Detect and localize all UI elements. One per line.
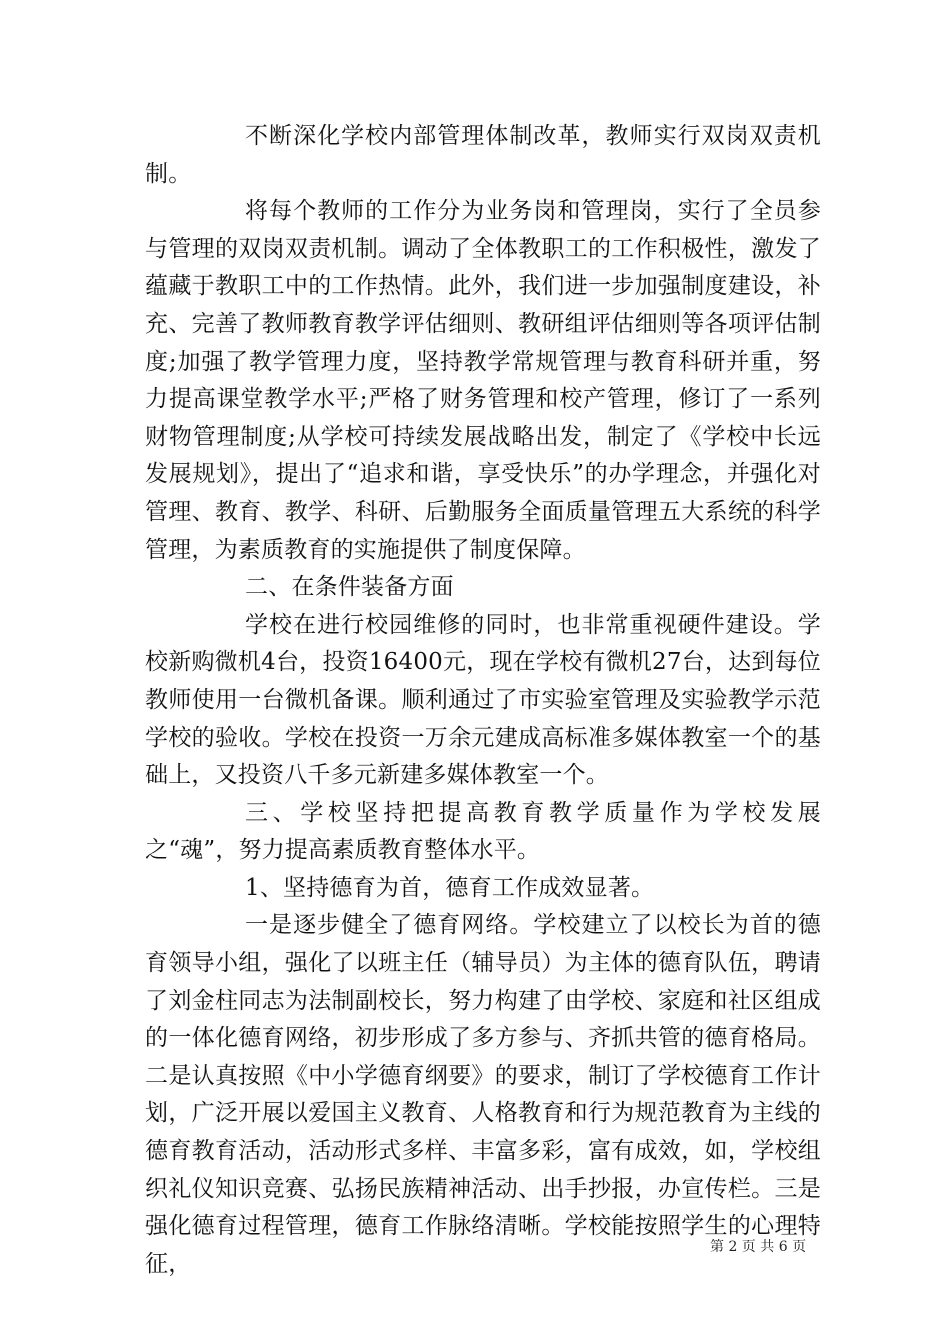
paragraph-hardware: 学校在进行校园维修的同时，也非常重视硬件建设。学校新购微机4台，投资16400元，现在学校有微机27台，达到每位教师使用一台微机备课。顺利通过了市实验室管理及实验教学示范学校的验收。学校在投资一万余元建成高标准多媒体教室一个的基础上，又投资八千多元新建多媒体教室一个。 bbox=[145, 611, 821, 789]
document-body bbox=[145, 118, 821, 1283]
paragraph-moral-network: 一是逐步健全了德育网络。学校建立了以校长为首的德育领导小组，强化了以班主任（辅导员）为主体的德育队伍，聘请了刘金柱同志为法制副校长，努力构建了由学校、家庭和社区组成的一体化德育网络，初步形成了多方参与、齐抓共管的德育格局。二是认真按照《中小学德育纲要》的要求，制订了学校德育工作计划，广泛开展以爱国主义教育、人格教育和行为规范教育为主线的德育教育活动，活动形式多样、丰富多彩，富有成效，如，学校组织礼仪知识竞赛、弘扬民族精神活动、出手抄报，办宣传栏。三是强化德育过程管理，德育工作脉络清晰。学校能按照学生的心理特征， bbox=[145, 912, 821, 1277]
subsection-heading-moral-education: 1、坚持德育为首，德育工作成效显著。 bbox=[245, 874, 655, 901]
page-number-footer: 第 2 页 共 6 页 bbox=[710, 1239, 807, 1255]
section-heading-quality: 三、学校坚持把提高教育教学质量作为学校发展之“魂”，努力提高素质教育整体水平。 bbox=[145, 799, 821, 864]
paragraph-dual-post-mechanism: 将每个教师的工作分为业务岗和管理岗，实行了全员参与管理的双岗双责机制。调动了全体教职工的工作积极性，激发了蕴藏于教职工中的工作热情。此外，我们进一步加强制度建设，补充、完善了教师教育教学评估细则、教研组评估细则等各项评估制度;加强了教学管理力度，坚持教学常规管理与教育科研并重，努力提高课堂教学水平;严格了财务管理和校产管理，修订了一系列财物管理制度;从学校可持续发展战略出发，制定了《学校中长远发展规划》，提出了“追求和谐，享受快乐”的办学理念，并强化对管理、教育、教学、科研、后勤服务全面质量管理五大系统的科学管理，为素质教育的实施提供了制度保障。 bbox=[145, 198, 821, 563]
section-heading-equipment: 二、在条件装备方面 bbox=[245, 574, 454, 601]
paragraph-management-reform: 不断深化学校内部管理体制改革，教师实行双岗双责机制。 bbox=[145, 123, 821, 187]
